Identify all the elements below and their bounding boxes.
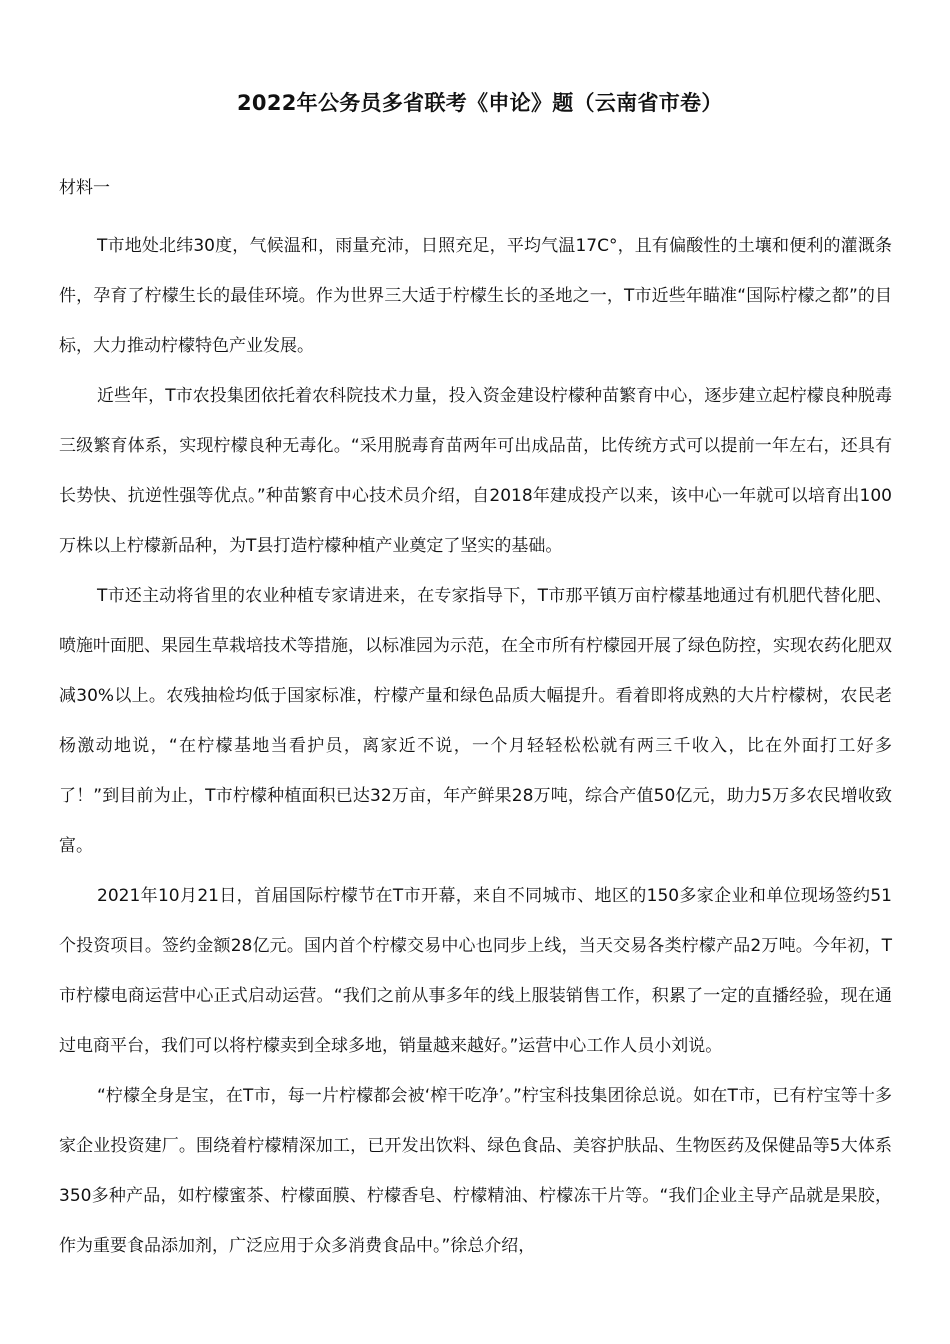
paragraph-1: T市地处北纬30度，气候温和，雨量充沛，日照充足，平均气温17C°，且有偏酸性的土壤和便利的灌溉条件，孕育了柠檬生长的最佳环境。作为世界三大适于柠檬生长的圣地之一，T市近些年瞄准“国际柠檬之都”的目标，大力推动柠檬特色产业发展。 [59, 236, 892, 356]
document-page [59, 82, 892, 1271]
document-title: 2022年公务员多省联考《申论》题（云南省市卷） [237, 91, 723, 115]
paragraph-2: 近些年，T市农投集团依托着农科院技术力量，投入资金建设柠檬种苗繁育中心，逐步建立起柠檬良种脱毒三级繁育体系，实现柠檬良种无毒化。“采用脱毒育苗两年可出成品苗，比传统方式可以提前一年左右，还具有长势快、抗逆性强等优点。”种苗繁育中心技术员介绍，自2018年建成投产以来，该中心一年就可以培育出100万株以上柠檬新品种，为T县打造柠檬种植产业奠定了坚实的基础。 [59, 386, 892, 556]
paragraph-4: 2021年10月21日，首届国际柠檬节在T市开幕，来自不同城市、地区的150多家企业和单位现场签约51个投资项目。签约金额28亿元。国内首个柠檬交易中心也同步上线，当天交易各类柠檬产品2万吨。今年初，T市柠檬电商运营中心正式启动运营。“我们之前从事多年的线上服装销售工作，积累了一定的直播经验，现在通过电商平台，我们可以将柠檬卖到全球多地，销量越来越好。”运营中心工作人员小刘说。 [59, 886, 892, 1056]
paragraph-5: “柠檬全身是宝，在T市，每一片柠檬都会被‘榨干吃净’。”柠宝科技集团徐总说。如在T市，已有柠宝等十多家企业投资建厂。围绕着柠檬精深加工，已开发出饮料、绿色食品、美容护肤品、生物医药及保健品等5大体系350多种产品，如柠檬蜜茶、柠檬面膜、柠檬香皂、柠檬精油、柠檬冻干片等。“我们企业主导产品就是果胶，作为重要食品添加剂，广泛应用于众多消费食品中。”徐总介绍， [59, 1086, 892, 1256]
paragraph-3: T市还主动将省里的农业种植专家请进来，在专家指导下，T市那平镇万亩柠檬基地通过有机肥代替化肥、喷施叶面肥、果园生草栽培技术等措施，以标准园为示范，在全市所有柠檬园开展了绿色防控，实现农药化肥双减30%以上。农残抽检均低于国家标准，柠檬产量和绿色品质大幅提升。看着即将成熟的大片柠檬树，农民老杨激动地说，“在柠檬基地当看护员，离家近不说，一个月轻轻松松就有两三千收入，比在外面打工好多了！”到目前为止，T市柠檬种植面积已达32万亩，年产鲜果28万吨，综合产值50亿元，助力5万多农民增收致富。 [59, 586, 892, 856]
section-label: 材料一 [59, 178, 110, 198]
